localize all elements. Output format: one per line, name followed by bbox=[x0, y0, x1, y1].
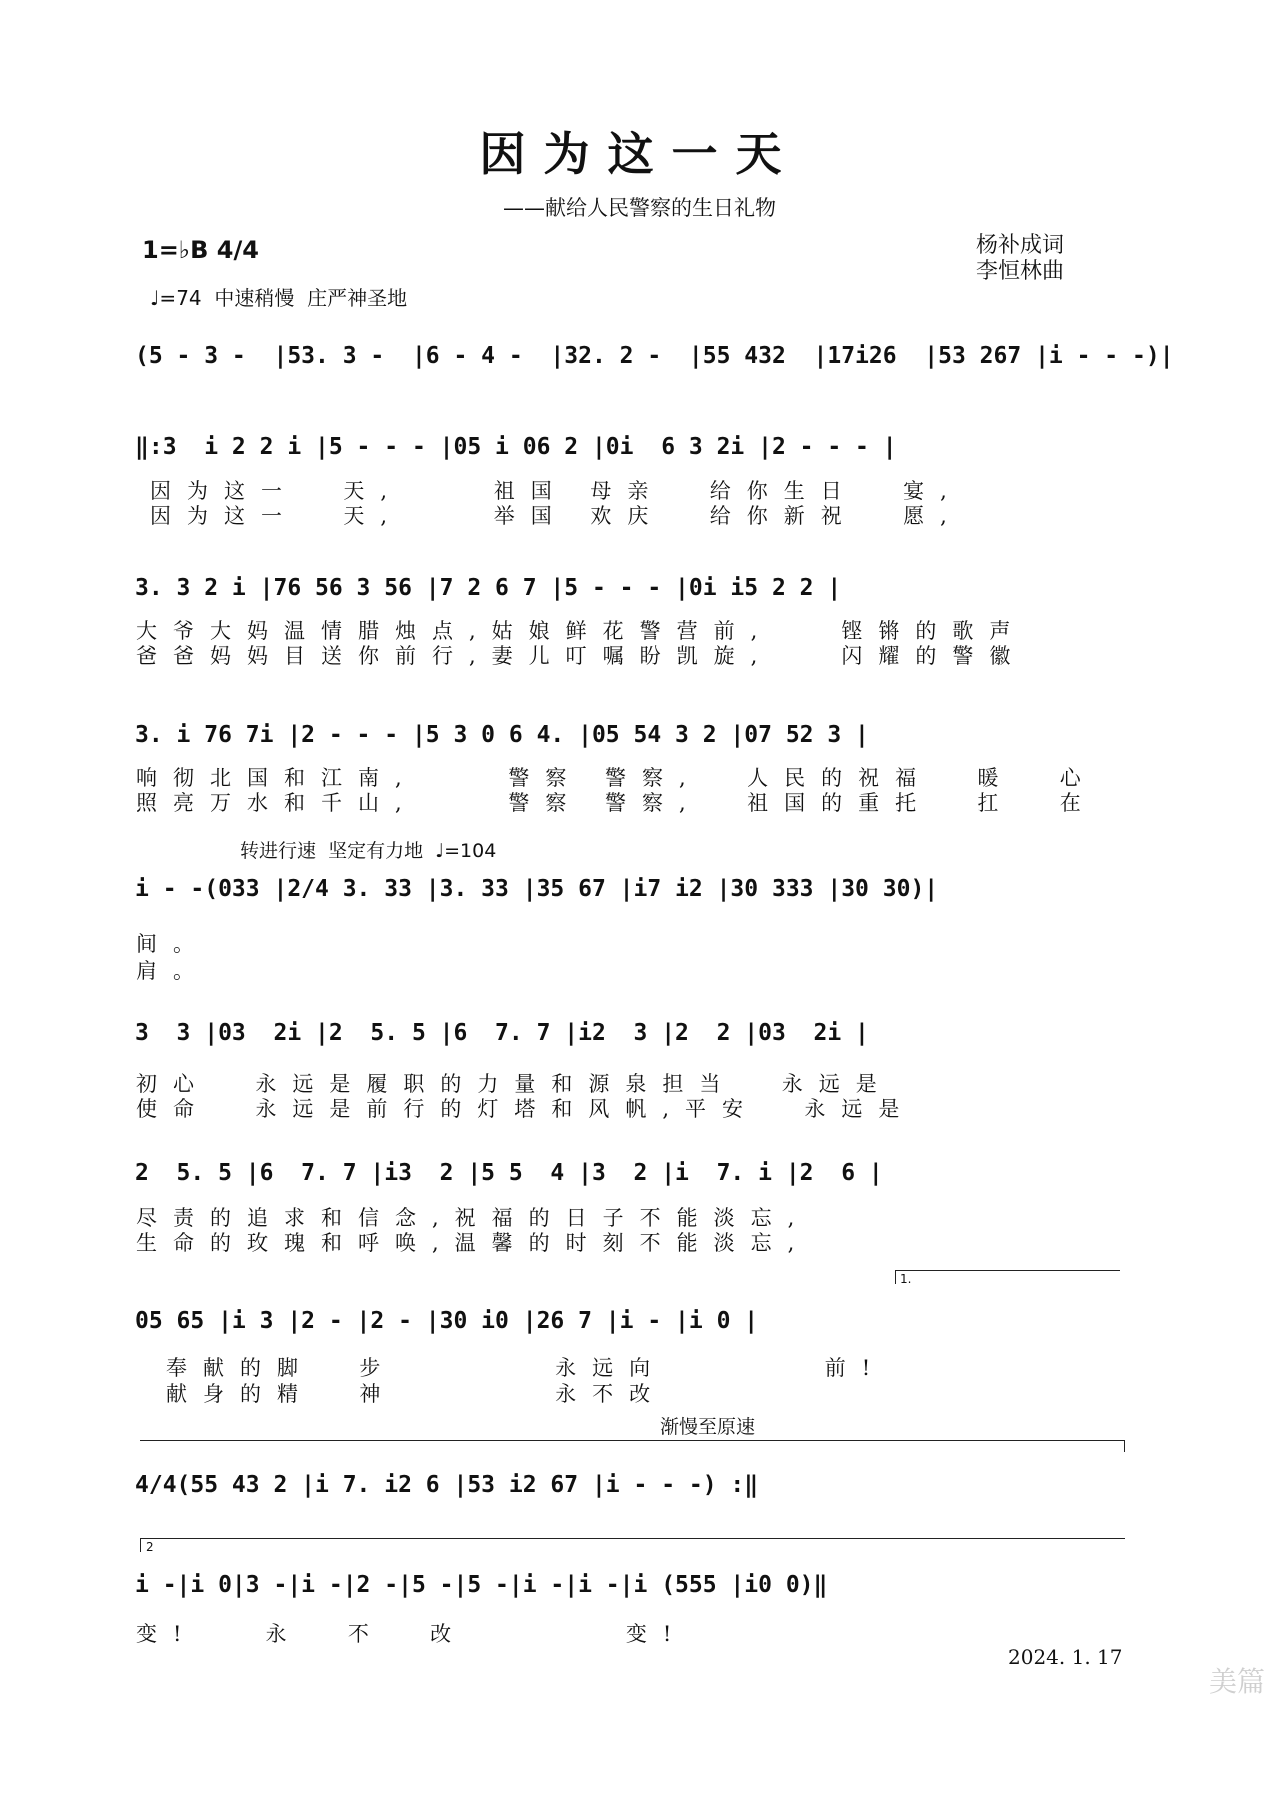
lyric-line-4a: 响彻北国和江南, 警察 警察, 人民的祝福 暖 心 bbox=[136, 766, 1097, 790]
date: 2024. 1. 17 bbox=[1008, 1645, 1123, 1669]
rit-line-edge bbox=[1124, 1440, 1125, 1452]
song-title: 因为这一天 bbox=[479, 127, 800, 181]
score-line-6: 3 3 |03 2i |2 5. 5 |6 7. 7 |i2 3 |2 2 |03 2i | bbox=[135, 1020, 869, 1046]
lyric-line-6b: 使命 永远是前行的灯塔和风帆,平安 永远是 bbox=[136, 1097, 916, 1121]
score-line-2: ‖:3 i 2 2 i |5 - - - |05 i 06 2 |0i 6 3 2i |2 - - - | bbox=[135, 434, 897, 460]
score-line-8: 05 65 |i 3 |2 - |2 - |30 i0 |26 7 |i - |i 0 | bbox=[135, 1308, 759, 1334]
composer: 李恒林曲 bbox=[976, 259, 1065, 284]
lyric-line-2a: 因为这一 天, 祖国 母亲 给你生日 宴, bbox=[150, 479, 963, 503]
score-line-10: i -|i 0|3 -|i -|2 -|5 -|5 -|i -|i -|i (555 |i0 0)‖ bbox=[135, 1572, 828, 1598]
lyric-line-7a: 尽责的追求和信念,祝福的日子不能淡忘, bbox=[136, 1206, 811, 1230]
watermark-logo: 美篇 bbox=[1208, 1665, 1265, 1698]
score-line-9: 4/4(55 43 2 |i 7. i2 6 |53 i2 67 |i - - -) :‖ bbox=[135, 1472, 759, 1498]
lyric-line-2b: 因为这一 天, 举国 欢庆 给你新祝 愿, bbox=[150, 504, 963, 528]
volta-bracket-1-edge bbox=[895, 1270, 896, 1284]
tempo-change-marking: 转进行速 坚定有力地 ♩=104 bbox=[240, 840, 497, 862]
lyric-line-8b: 献身的精 神 永不改 bbox=[166, 1382, 667, 1406]
lyric-line-6a: 初心 永远是履职的力量和源泉担当 永远是 bbox=[136, 1072, 893, 1096]
volta-1-label: 1. bbox=[900, 1272, 912, 1286]
volta-2-label: 2 bbox=[146, 1540, 154, 1554]
volta-bracket-1 bbox=[895, 1270, 1120, 1271]
lyric-line-10: 变! 永 不 改 变! bbox=[136, 1622, 688, 1646]
lyric-line-3b: 爸爸妈妈目送你前行,妻儿叮嘱盼凯旋, 闪耀的警徽 bbox=[136, 644, 1027, 668]
lyric-line-8a: 奉献的脚 步 永远向 前! bbox=[166, 1356, 887, 1380]
score-line-1: (5 - 3 - |53. 3 - |6 - 4 - |32. 2 - |55 432 |17i26 |53 267 |i - - -)| bbox=[135, 343, 1174, 369]
lyric-line-3a: 大爷大妈温情腊烛点,姑娘鲜花警营前, 铿锵的歌声 bbox=[136, 619, 1027, 643]
lyric-line-5a: 间。 bbox=[136, 932, 210, 956]
tempo-marking: ♩=74 中速稍慢 庄严神圣地 bbox=[150, 286, 408, 310]
score-line-5: i - -(033 |2/4 3. 33 |3. 33 |35 67 |i7 i2 |30 333 |30 30)| bbox=[135, 876, 939, 902]
lyric-line-5b: 肩。 bbox=[136, 959, 210, 983]
score-line-7: 2 5. 5 |6 7. 7 |i3 2 |5 5 4 |3 2 |i 7. i |2 6 | bbox=[135, 1160, 883, 1186]
volta-bracket-2-edge bbox=[140, 1538, 141, 1552]
song-subtitle: ——献给人民警察的生日礼物 bbox=[503, 196, 776, 220]
rit-line bbox=[140, 1440, 1125, 1441]
score-line-3: 3. 3 2 i |76 56 3 56 |7 2 6 7 |5 - - - |0i i5 2 2 | bbox=[135, 575, 842, 601]
key-signature: 1=♭B 4/4 bbox=[142, 236, 259, 264]
score-line-4: 3. i 76 7i |2 - - - |5 3 0 6 4. |05 54 3 2 |07 52 3 | bbox=[135, 722, 869, 748]
lyric-line-7b: 生命的玫瑰和呼唤,温馨的时刻不能淡忘, bbox=[136, 1231, 811, 1255]
volta-bracket-2 bbox=[140, 1538, 1125, 1539]
tempo-change-marking-2: 渐慢至原速 bbox=[660, 1416, 756, 1438]
lyricist: 杨补成词 bbox=[976, 233, 1065, 258]
lyric-line-4b: 照亮万水和千山, 警察 警察, 祖国的重托 扛 在 bbox=[136, 791, 1097, 815]
